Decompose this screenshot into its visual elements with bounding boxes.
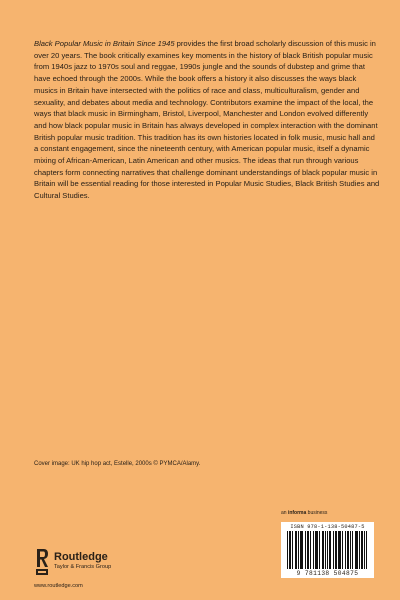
book-title: Black Popular Music in Britain Since 1945 [34,39,175,48]
barcode-number: 9 781138 504875 [296,570,359,577]
blurb-text: provides the first broad scholarly discussion of this music in over 20 years. The book critically examines key moments in the history of black British popular music from 1940s jazz to 1970s soul and reggae, 1990s jungle and the sounds of dubstep and grime that have echoed through the 2000s. While the book offers a history it also discusses the ways black musics in Britain have intersected with the politics of race and class, multiculturalism, gender and sexuality, and debates about media and technology. Contributors examine the impact of the local, the ways that black music in Birmingham, Bristol, Liverpool, Manchester and London evolved differently and how black popular music in Britain has always developed in complex interaction with the dominant British popular music tradition. This tradition has its own histories located in folk music, music hall and a constant engagement, since the nineteenth century, with American popular music, itself a dynamic mixing of African-American, Latin American and other musics. The ideas that run through various chapters form connecting narratives that challenge dominant understandings of black popular music in Britain will be essential reading for those interested in Popular Music Studies, Black British Studies and Cultural Studies. [34,39,380,201]
barcode-icon [287,531,368,569]
informa-brand: informa [287,510,307,516]
publisher-subtitle: Taylor & Francis Group [54,564,112,570]
back-cover-blurb [34,38,380,202]
cover-image-credit: Cover image: UK hip hop act, Estelle, 2000s © PYMCA/Alamy. [34,461,201,467]
isbn-label: ISBN 978-1-138-50487-5 [290,524,365,530]
barcode-panel [281,522,374,578]
informa-business-line [281,510,327,516]
informa-suffix: business [306,510,328,516]
publisher-name: Routledge [54,551,108,563]
informa-prefix: an [281,510,288,516]
publisher-url: www.routledge.com [34,583,83,589]
routledge-logo-icon [34,547,50,577]
